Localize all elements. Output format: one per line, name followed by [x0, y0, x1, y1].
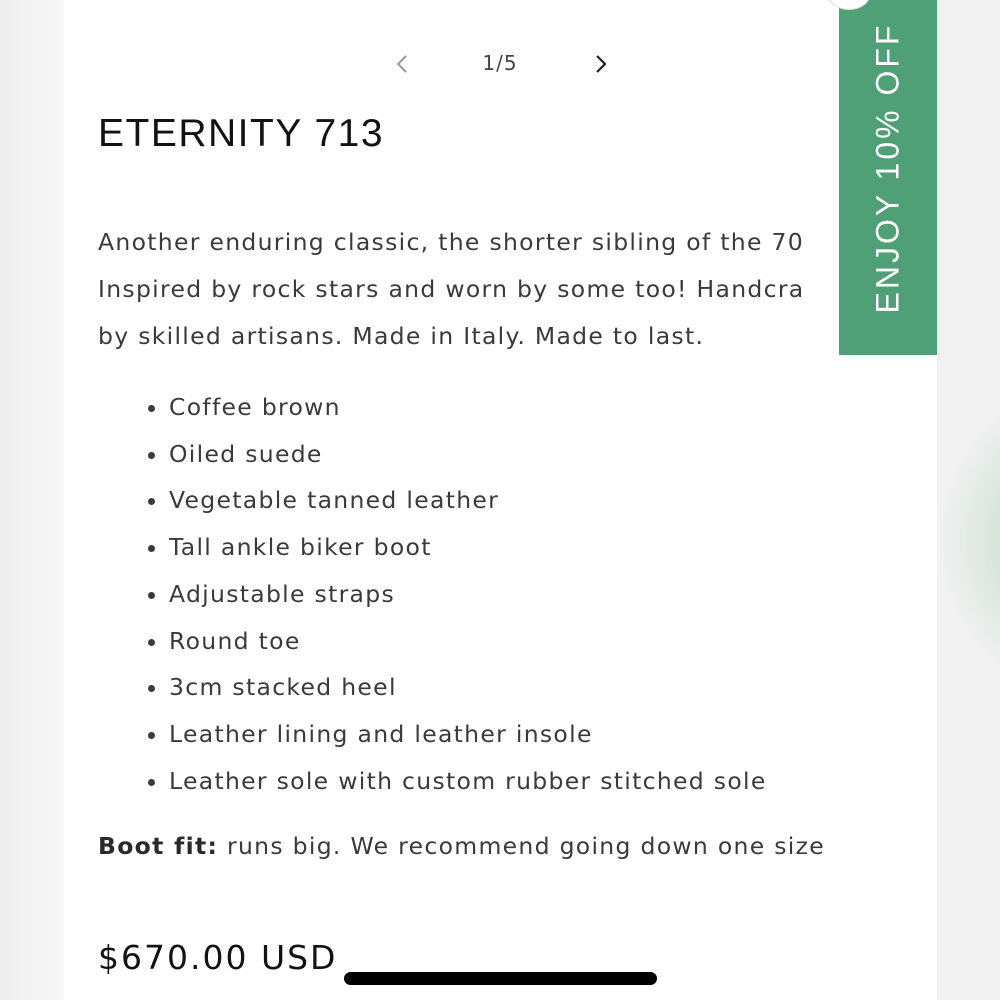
promo-discount-tab[interactable]: [839, 0, 937, 355]
feature-item: • Coffee brown: [169, 384, 767, 431]
home-indicator: [344, 972, 657, 985]
feature-item: • Leather lining and leather insole: [169, 711, 767, 758]
backdrop-blur: [937, 380, 1000, 700]
product-title: ETERNITY 713: [98, 112, 385, 155]
next-image-button[interactable]: [586, 50, 614, 78]
boot-fit-text: runs big. We recommend going down one size: [218, 832, 826, 860]
feature-list: [134, 384, 767, 804]
previous-image-button[interactable]: [389, 50, 417, 78]
chevron-left-icon: [389, 50, 417, 78]
description-line: Inspired by rock stars and worn by some too! Handcra: [98, 275, 805, 303]
boot-fit-note: [98, 832, 825, 860]
image-pager: [384, 46, 624, 82]
image-counter: 1/5: [482, 51, 518, 75]
feature-item: • 3cm stacked heel: [169, 664, 767, 711]
product-price: $670.00 USD: [98, 938, 338, 977]
product-description: [98, 219, 937, 360]
feature-item: • Adjustable straps: [169, 571, 767, 618]
promo-text: ENJOY 10% OFF: [869, 22, 906, 314]
feature-item: • Tall ankle biker boot: [169, 524, 767, 571]
product-details-panel: [64, 0, 937, 1000]
right-backdrop: [937, 0, 1000, 1000]
description-line: by skilled artisans. Made in Italy. Made to last.: [98, 322, 705, 350]
feature-item: • Leather sole with custom rubber stitched sole: [169, 758, 767, 805]
chevron-right-icon: [586, 50, 614, 78]
feature-item: • Oiled suede: [169, 431, 767, 478]
left-backdrop: [0, 0, 64, 1000]
boot-fit-label: Boot fit:: [98, 832, 219, 860]
description-line: Another enduring classic, the shorter sibling of the 70: [98, 228, 805, 256]
feature-item: • Round toe: [169, 618, 767, 665]
feature-item: • Vegetable tanned leather: [169, 477, 767, 524]
